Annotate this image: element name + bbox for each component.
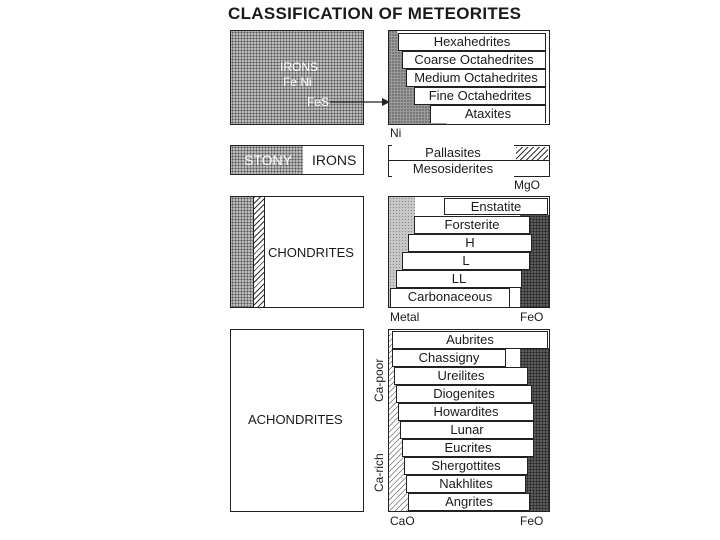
irons-label: IRONS xyxy=(280,60,319,74)
chondrite-ll: LL xyxy=(396,270,522,288)
irons-subtype-fine: Fine Octahedrites xyxy=(414,87,546,105)
achondrites-label: ACHONDRITES xyxy=(248,412,343,427)
stony-label: STONY xyxy=(244,152,292,168)
chondrites-stripe-1 xyxy=(231,197,253,307)
irons-axis-ni: Ni xyxy=(390,126,402,140)
achondrite-nakhlites: Nakhlites xyxy=(406,475,526,493)
chondrite-h: H xyxy=(408,234,532,252)
diagram-title: CLASSIFICATION OF METEORITES xyxy=(228,4,522,23)
achondrites-axis-cao: CaO xyxy=(390,514,415,528)
achondrites-ca-rich-label: Ca-rich xyxy=(372,453,386,492)
chondrites-axis-metal: Metal xyxy=(390,310,420,324)
chondrites-label: CHONDRITES xyxy=(268,245,354,260)
irons-fes-label: FeS xyxy=(307,95,330,109)
achondrite-howardites: Howardites xyxy=(398,403,534,421)
stony-axis-mgo: MgO xyxy=(514,178,541,192)
achondrite-shergottites: Shergottites xyxy=(404,457,528,475)
chondrite-forsterite: Forsterite xyxy=(414,216,530,234)
chondrite-enstatite: Enstatite xyxy=(444,198,548,215)
achondrite-ureilites: Ureilites xyxy=(394,367,528,385)
achondrites-axis-feo: FeO xyxy=(520,514,544,528)
stony-subtype-pallasites: Pallasites xyxy=(392,145,514,161)
achondrite-lunar: Lunar xyxy=(400,421,534,439)
chondrites-axis-feo: FeO xyxy=(520,310,544,324)
achondrite-aubrites: Aubrites xyxy=(392,331,548,349)
achondrite-eucrites: Eucrites xyxy=(402,439,534,457)
irons-subtype-hexahedrites: Hexahedrites xyxy=(398,33,546,51)
chondrite-l: L xyxy=(402,252,530,270)
pallasites-hatch xyxy=(516,147,548,160)
irons-subtype-medium: Medium Octahedrites xyxy=(406,69,546,87)
chondrites-stripe-2 xyxy=(253,197,265,307)
chondrite-carbonaceous: Carbonaceous xyxy=(390,288,510,307)
achondrite-chassigny: Chassigny xyxy=(392,349,506,367)
achondrite-diogenites: Diogenites xyxy=(396,385,532,403)
irons-subtype-coarse: Coarse Octahedrites xyxy=(402,51,546,69)
stony-divider xyxy=(389,160,549,161)
stony-subtype-mesosiderites: Mesosiderites xyxy=(392,161,514,177)
irons-subtype-ataxites: Ataxites xyxy=(430,105,546,123)
stony-irons-irons-label: IRONS xyxy=(312,152,357,168)
irons-feni-label: Fe Ni xyxy=(283,75,312,89)
fes-arrow-icon xyxy=(330,96,390,108)
achondrites-ca-poor-label: Ca-poor xyxy=(372,358,386,402)
achondrite-angrites: Angrites xyxy=(408,493,530,511)
